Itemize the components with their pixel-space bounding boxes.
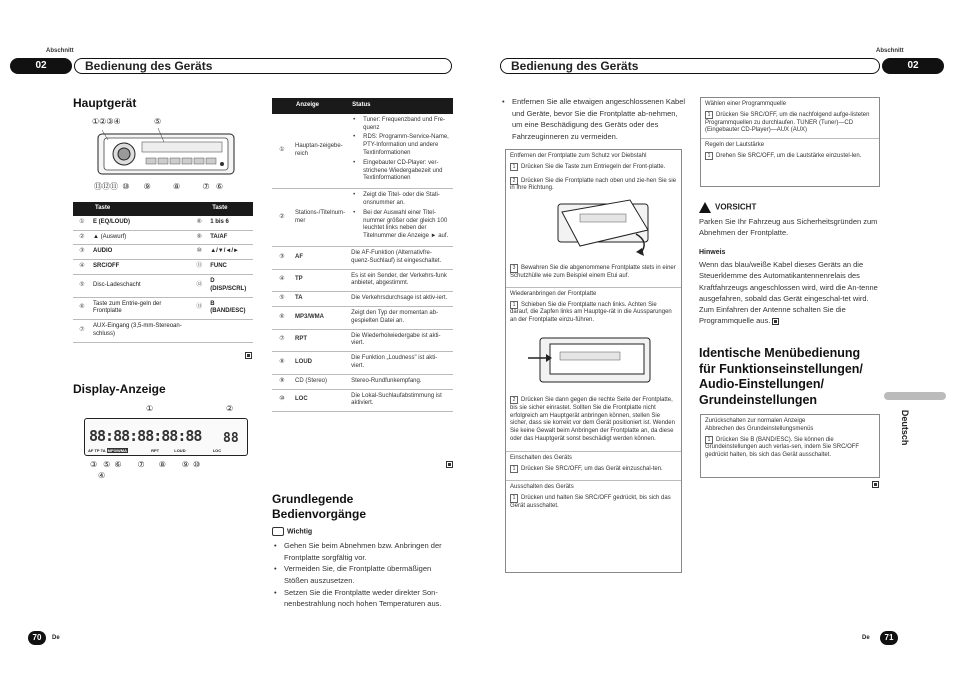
- caution-text: Parken Sie Ihr Fahrzeug aus Sicherheitsgründen zum Abnehmen der Frontplatte.: [699, 217, 878, 238]
- menu-heading: Identische Menübedienung für Funktionseinstellungen/ Audio-Einstellungen/ Grundeinstellungen: [699, 346, 863, 407]
- reset-title: Zurückschalten zur normalen Anzeige: [705, 418, 806, 424]
- list-item: • Gehen Sie beim Abnehmen bzw. Anbringen der Frontplatte sorgfältig vor.: [274, 540, 454, 563]
- prog-title: Wählen einer Programmquelle: [705, 101, 787, 107]
- lang-code-right: De: [862, 635, 870, 641]
- step-row: 1 Drücken Sie die Taste zum Entriegeln der Front-platte.: [506, 161, 681, 175]
- end-mark-icon: [245, 351, 252, 360]
- callout-3: ③: [106, 117, 114, 126]
- end-mark-icon: [772, 318, 779, 325]
- table-row: ① Hauptan-zeigebe-reich • Tuner: Frequenzband und Fre-quenz • RDS: Programm-Service-Name, PTY-Information und andere Textinformationen • Eingebauter CD-Player: ver-strichene Wiedergabezeit und Textinformationen: [272, 114, 453, 189]
- display-heading: Display-Anzeige: [73, 382, 166, 396]
- callout-12: ⑫: [102, 182, 110, 191]
- table-row: ③ AUDIO ⑩ ▲/▼/◄/►: [73, 245, 253, 260]
- table-row: ⑩ LOC Die Lokal-Suchlaufabstimmung ist aktiviert.: [272, 389, 453, 412]
- table-row: ⑥ MP3/WMA Zeigt den Typ der momentan ab-gespielten Datei an.: [272, 306, 453, 329]
- callout-5: ⑤: [154, 117, 162, 126]
- section-number-left: 02: [10, 58, 72, 74]
- section-label-left: Abschnitt: [46, 48, 74, 54]
- section-label-right: Abschnitt: [876, 48, 904, 54]
- table-row: ⑤ Disc-Ladeschacht ⑫ D (DISP/SCRL): [73, 274, 253, 297]
- page-title-left: Bedienung des Geräts: [74, 58, 452, 74]
- display-callouts-bottom: ③ ⑤ ⑥ ⑦ ⑧ ⑨ ⑩: [90, 460, 201, 469]
- table-row: ⑦ RPT Die Wiederholwiedergabe ist akti-viert.: [272, 329, 453, 352]
- list-item: • Entfernen Sie alle etwaigen angeschlossenen Kabel und Geräte, bevor Sie die Frontplatte ab-nehmen, um eine Beschädigung des Geräts oder des Fahrzeuginneren zu vermeiden.: [502, 96, 686, 143]
- table-header-key1: Taste: [91, 202, 190, 216]
- callout-13: ⑬: [94, 182, 102, 191]
- caution-heading: [699, 202, 756, 213]
- attach-illustration: [510, 328, 680, 394]
- table-row: ⑦ AUX-Eingang (3,5-mm-Stereoan-schluss): [73, 320, 253, 343]
- callout-9: ⑨: [143, 182, 151, 191]
- vol-title: Regeln der Lautstärke: [701, 138, 879, 150]
- important-icon: [272, 527, 284, 536]
- page-title-right: Bedienung des Geräts: [500, 58, 880, 74]
- table-row: ④ TP Es ist ein Sender, der Verkehrs-funk anbietet, abgestimmt.: [272, 269, 453, 292]
- head-unit-illustration: [94, 128, 240, 182]
- step-row: 1 Drücken Sie B (BAND/ESC). Sie können die Grundeinstellungen auch verlas-sen, indem Sie SRC/OFF gedrückt halten, bis sich das Gerät ausschaltet.: [705, 436, 860, 459]
- detach-illustration: [510, 196, 680, 262]
- caution-label: VORSICHT: [715, 202, 757, 212]
- table-row: ③ AF Die AF-Funktion (Alternativfre-quenz-Suchlauf) ist eingeschaltet.: [272, 246, 453, 269]
- page-number-left: 70: [28, 631, 46, 645]
- box3-title: Einschalten des Geräts: [506, 451, 681, 463]
- callout-4: ④: [113, 117, 121, 126]
- step-row: 1 Drücken und halten Sie SRC/OFF gedrückt, bis sich das Gerät ausschaltet.: [510, 495, 671, 509]
- callouts-bottom: [94, 182, 240, 192]
- cable-warning: [502, 96, 686, 143]
- table-row: ② ▲ (Auswurf) ⑨ TA/AF: [73, 230, 253, 245]
- table-row: ⑤ TA Die Verkehrsdurchsage ist aktiv-iert.: [272, 292, 453, 307]
- table-header-indicator: Anzeige: [292, 98, 348, 114]
- lcd-indicator-labels: AF TP TA MP3/WMA RPT LOUD LOC: [88, 448, 222, 453]
- main-unit-heading: Hauptgerät: [73, 96, 137, 110]
- table-row: ④ SRC/OFF ⑪ FUNC: [73, 260, 253, 275]
- reset-sub: Abbrechen des Grundeinstellungsmenüs: [705, 425, 814, 432]
- basics-heading: Grundlegende Bedienvorgänge: [272, 492, 367, 521]
- table-header-status: Status: [348, 98, 453, 114]
- callout-disp-4: ④: [98, 471, 106, 480]
- lcd-small-text: 88: [223, 431, 239, 446]
- callout-disp-1: ①: [146, 404, 154, 413]
- callout-10: ⑩: [122, 182, 130, 191]
- callouts-top: [92, 117, 238, 127]
- language-tab: Deutsch: [899, 409, 910, 446]
- note-text: Wenn das blau/weiße Kabel dieses Geräts an die Steuerklemme des Automatikantennenrelais des Kraftfahrzeugs angeschlossen wird, wird die An-tenne ausgefahren, sobald das Gerät eingeschal-tet wird. Zum Einfahren der Antenne schalten Sie die Programmquelle aus.: [699, 260, 878, 326]
- important-note: [272, 527, 312, 536]
- button-table: [73, 202, 253, 343]
- callout-8: ⑧: [173, 182, 181, 191]
- note-label: Hinweis: [699, 249, 726, 256]
- lcd-main-text: 88:88:88:88:88: [89, 427, 202, 445]
- step-row: 1 Drücken Sie SRC/OFF, um das Gerät einzuschal-ten.: [506, 463, 681, 477]
- box1-title: Entfernen der Frontplatte zum Schutz vor Diebstahl: [510, 153, 647, 159]
- callout-7: ⑦: [202, 182, 210, 191]
- list-item: • Vermeiden Sie, die Frontplatte übermäßigen Stößen auszusetzen.: [274, 563, 454, 586]
- callout-1: ①: [92, 117, 100, 126]
- end-mark-icon: [872, 480, 879, 489]
- table-row: ⑨ CD (Stereo) Stereo-Rundfunkempfang.: [272, 374, 453, 389]
- table-row: ① E (EQ/LOUD) ⑧ 1 bis 6: [73, 216, 253, 230]
- source-volume-box: [700, 97, 880, 187]
- important-label: Wichtig: [287, 528, 313, 536]
- display-status-table: [272, 98, 453, 412]
- callout-6: ⑥: [215, 182, 224, 191]
- lcd-display: [84, 418, 248, 456]
- table-row: ② Stations-/Titelnum-mer • Zeigt die Titel- oder die Stati-onsnummer an. • Bei der Auswahl einer Titel-nummer größer oder gleich 100 leuchtet links neben der Titelnummer die Anzeige ► auf.: [272, 189, 453, 247]
- box4-title: Ausschalten des Geräts: [506, 480, 681, 492]
- step-row: 1 Drücken Sie SRC/OFF, um die nachfolgend aufge-listeten Programmquellen zu durchlaufen. TUNER (Tuner)—CD (Eingebauter CD-Player)—AUX (AUX): [705, 111, 870, 134]
- language-tab-bar: [884, 392, 946, 400]
- table-row: ⑥ Taste zum Entrie-geln der Frontplatte ⑬ B (BAND/ESC): [73, 297, 253, 320]
- list-item: • Setzen Sie die Frontplatte weder direkter Son-nenbestrahlung noch hohen Temperaturen aus.: [274, 587, 454, 610]
- warning-icon: [699, 202, 711, 213]
- callout-11: ⑪: [110, 182, 118, 191]
- table-row: ⑧ LOUD Die Funktion „Loudness" ist akti-viert.: [272, 352, 453, 375]
- step-row: 1 Schieben Sie die Frontplatte nach links. Achten Sie darauf, die Zapfen links am Hauptge-rät in die Aussparungen an der Frontplatte einzu-führen.: [510, 301, 672, 324]
- section-number-right: 02: [882, 58, 944, 74]
- end-mark-icon: [446, 460, 453, 469]
- page-number-right: 71: [880, 631, 898, 645]
- lang-code-left: De: [52, 635, 60, 641]
- procedure-box: [505, 149, 682, 573]
- reset-box: [700, 414, 880, 478]
- important-list: [274, 540, 454, 610]
- step-row: 2 Drücken Sie die Frontplatte nach oben und zie-hen Sie sie in Ihre Richtung.: [510, 177, 677, 192]
- box2-title: Wiederanbringen der Frontplatte: [506, 287, 681, 299]
- callout-2: ②: [99, 117, 107, 126]
- table-header-key2: Taste: [208, 202, 253, 216]
- step-row: 3 Bewahren Sie die abgenommene Frontplatte stets in einer Schutzhülle wie zum Beispiel einem Etui auf.: [510, 265, 676, 279]
- step-row: 2 Drücken Sie dann gegen die rechte Seite der Frontplatte, bis sie sicher einrastet. Sollten Sie die Frontplatte nicht erfolgreich am Hauptgerät anbringen können, stellen Sie sicher, dass sie korrekt vor dem Gerät positioniert ist. Wenden Sie keine Gewalt beim Anbringen der Frontplatte an, da diese oder das Hauptgerät sonst beschädigt werden können.: [510, 396, 675, 442]
- callout-disp-2: ②: [226, 404, 234, 413]
- step-row: 1 Drehen Sie SRC/OFF, um die Lautstärke einzustel-len.: [701, 150, 879, 164]
